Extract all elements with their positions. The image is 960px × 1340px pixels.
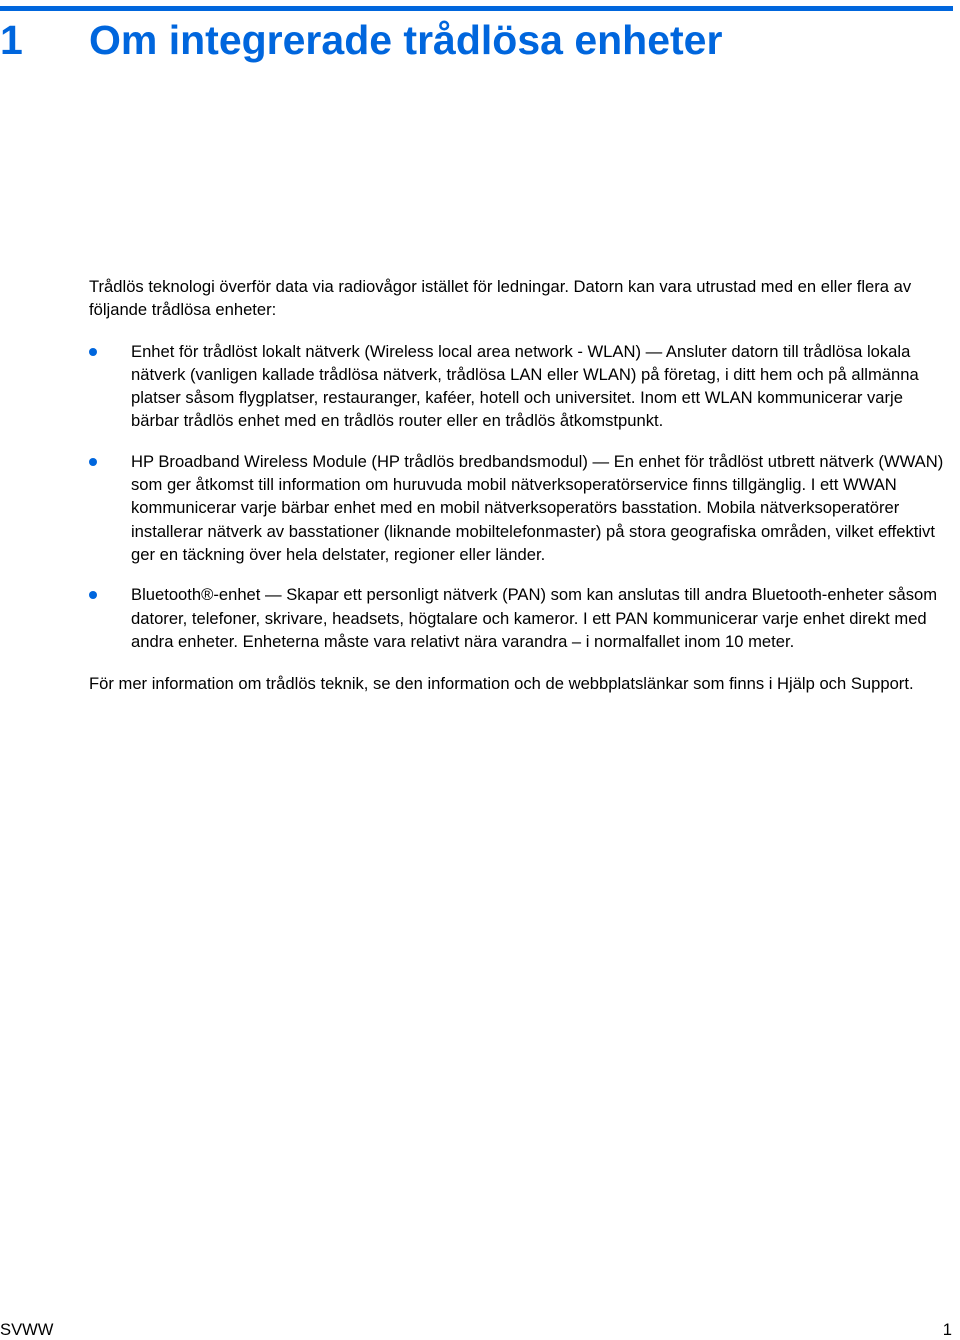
list-item-description: Skapar ett personligt nätverk (PAN) som kan anslutas till andra Bluetooth-enheter såsom datorer, telefoner, skrivare, headsets, högtalare och kameror. I ett PAN kommunicerar varje enhet direkt med andra enheter. Enheterna måste vara relativt nära varandra – i normalfallet inom 10 meter. xyxy=(131,585,938,651)
list-item-term: HP Broadband Wireless Module (HP trådlös bredbandsmodul) xyxy=(131,451,588,471)
chapter-top-rule xyxy=(0,6,953,11)
chapter-number: 1 xyxy=(0,17,23,63)
list-item-wwan xyxy=(89,450,955,566)
chapter-title: Om integrerade trådlösa enheter xyxy=(89,17,723,63)
list-item-term: Enhet för trådlöst lokalt nätverk (Wireless local area network - WLAN) xyxy=(131,341,641,361)
list-item-separator: — xyxy=(260,585,287,605)
device-list xyxy=(89,340,955,654)
bullet-icon xyxy=(89,348,97,356)
list-item-term: Bluetooth®-enhet xyxy=(131,585,261,605)
list-item-separator: — xyxy=(587,451,614,471)
list-item-description: Ansluter datorn till trådlösa lokala nätverk (vanligen kallade trådlösa nätverk, trådlösa LAN eller WLAN) på företag, i ditt hem och på allmänna platser såsom flygplatser, restauranger, kaféer, hotell och universitet. Inom ett WLAN kommunicerar varje bärbar trådlös enhet med en trådlös router eller en trådlös åtkomstpunkt. xyxy=(131,341,919,431)
list-item-bluetooth xyxy=(89,583,955,653)
chapter-heading xyxy=(0,16,722,64)
closing-paragraph: För mer information om trådlös teknik, se den information och de webbplatslänkar som finns i Hjälp och Support. xyxy=(89,674,914,694)
list-item-separator: — xyxy=(640,341,666,361)
footer-page-number: 1 xyxy=(942,1320,952,1339)
bullet-icon xyxy=(89,591,97,599)
footer-document-code: SVWW xyxy=(0,1320,54,1339)
bullet-icon xyxy=(89,458,97,466)
list-item-wlan xyxy=(89,340,955,433)
list-item-description: En enhet för trådlöst utbrett nätverk (WWAN) som ger åtkomst till information om huruvuda mobil nätverksoperatörservice finns tillgänglig. I ett WWAN kommunicerar varje bärbar enhet med en mobil nätverksoperatörs basstation. Mobila nätverksoperatörer installerar nätverk av basstationer (liknande mobiltelefonmaster) på stora geografiska områden, vilket effektivt ger en täckning över hela delstater, regioner eller länder. xyxy=(131,451,944,564)
page-body xyxy=(89,275,955,695)
intro-paragraph: Trådlös teknologi överför data via radiovågor istället för ledningar. Datorn kan vara utrustad med en eller flera av följande trådlösa enheter: xyxy=(89,277,912,320)
